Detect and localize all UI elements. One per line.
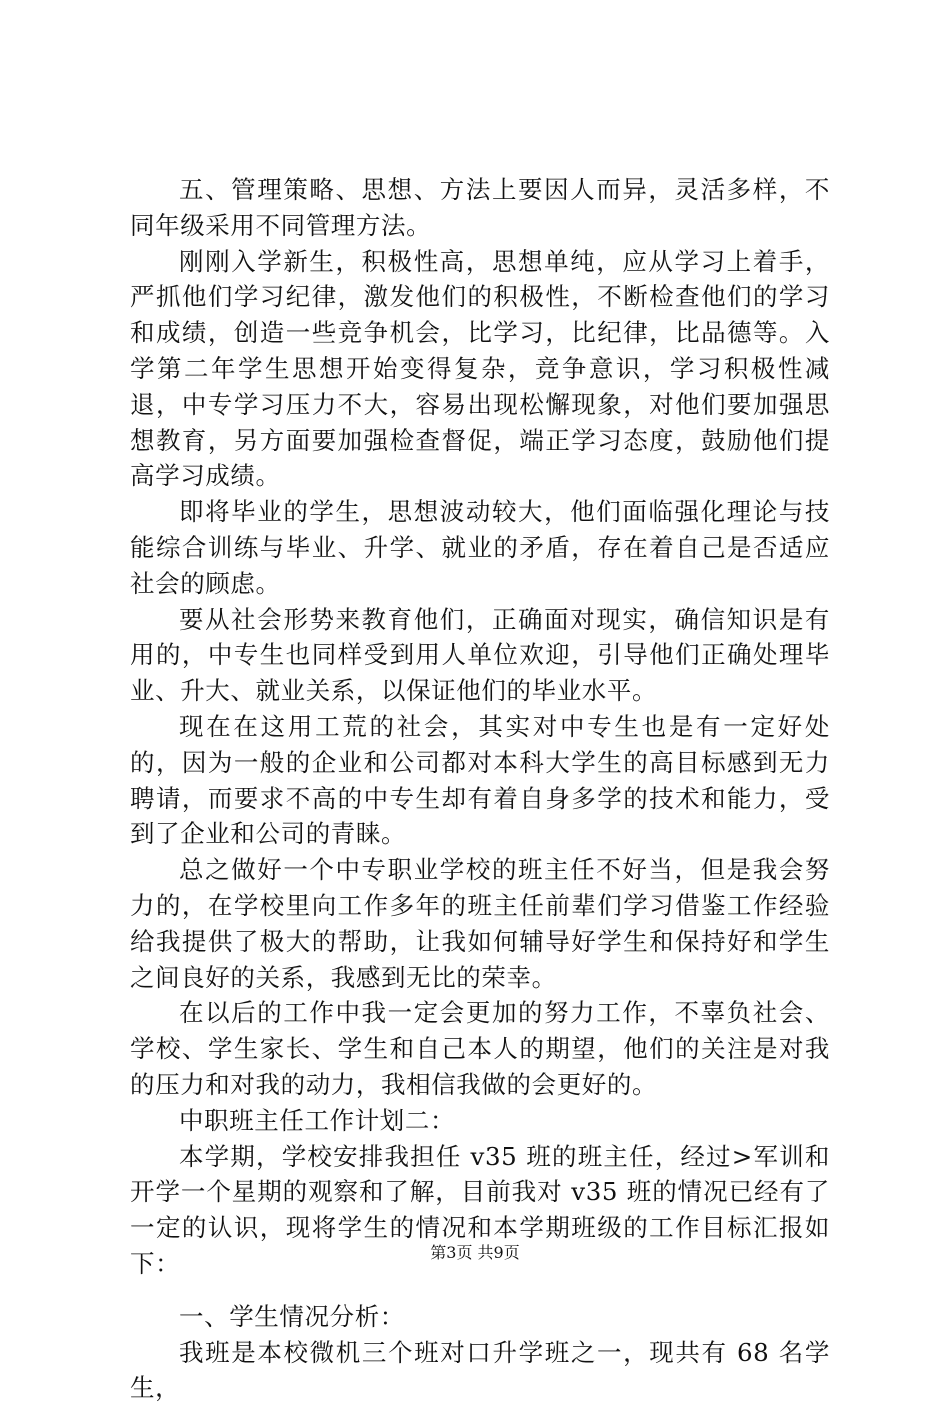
paragraph-future-work: 在以后的工作中我一定会更加的努力工作，不辜负社会、学校、学生家长、学生和自己本人的期望，他们的关注是对我的压力和对我的动力，我相信我做的会更好的。 (130, 995, 830, 1102)
paragraph-social-education: 要从社会形势来教育他们，正确面对现实，确信知识是有用的，中专生也同样受到用人单位欢迎，引导他们正确处理毕业、升大、就业关系，以保证他们的毕业水平。 (130, 602, 830, 709)
paragraph-gap (130, 1282, 830, 1299)
paragraph-graduating-students: 即将毕业的学生，思想波动较大，他们面临强化理论与技能综合训练与毕业、升学、就业的矛盾，存在着自己是否适应社会的顾虑。 (130, 494, 830, 601)
page-number-footer: 第3页 共9页 (0, 1243, 950, 1263)
paragraph-new-students: 刚刚入学新生，积极性高，思想单纯，应从学习上着手，严抓他们学习纪律，激发他们的积极性，不断检查他们的学习和成绩，创造一些竞争机会，比学习，比纪律，比品德等。入学第二年学生思想开始变得复杂，竞争意识，学习积极性减退，中专学习压力不大，容易出现松懈现象，对他们要加强思想教育，另方面要加强检查督促，端正学习态度，鼓励他们提高学习成绩。 (130, 244, 830, 495)
paragraph-plan-two-intro: 本学期，学校安排我担任 v35 班的班主任，经过>军训和开学一个星期的观察和了解，目前我对 v35 班的情况已经有了一定的认识，现将学生的情况和本学期班级的工作目标汇报如下： (130, 1139, 830, 1282)
paragraph-labor-shortage: 现在在这用工荒的社会，其实对中专生也是有一定好处的，因为一般的企业和公司都对本科大学生的高目标感到无力聘请，而要求不高的中专生却有着自身多学的技术和能力，受到了企业和公司的青睐。 (130, 709, 830, 852)
paragraph-class-description: 我班是本校微机三个班对口升学班之一，现共有 68 名学生， (130, 1335, 830, 1406)
paragraph-plan-two-heading: 中职班主任工作计划二： (130, 1103, 830, 1139)
paragraph-summary: 总之做好一个中专职业学校的班主任不好当，但是我会努力的，在学校里向工作多年的班主任前辈们学习借鉴工作经验给我提供了极大的帮助，让我如何辅导好学生和保持好和学生之间良好的关系，我感到无比的荣幸。 (130, 852, 830, 995)
paragraph-student-analysis-heading: 一、学生情况分析： (130, 1299, 830, 1335)
paragraph-management-strategy: 五、管理策略、思想、方法上要因人而异，灵活多样，不同年级采用不同管理方法。 (130, 172, 830, 244)
document-body (130, 172, 830, 1406)
